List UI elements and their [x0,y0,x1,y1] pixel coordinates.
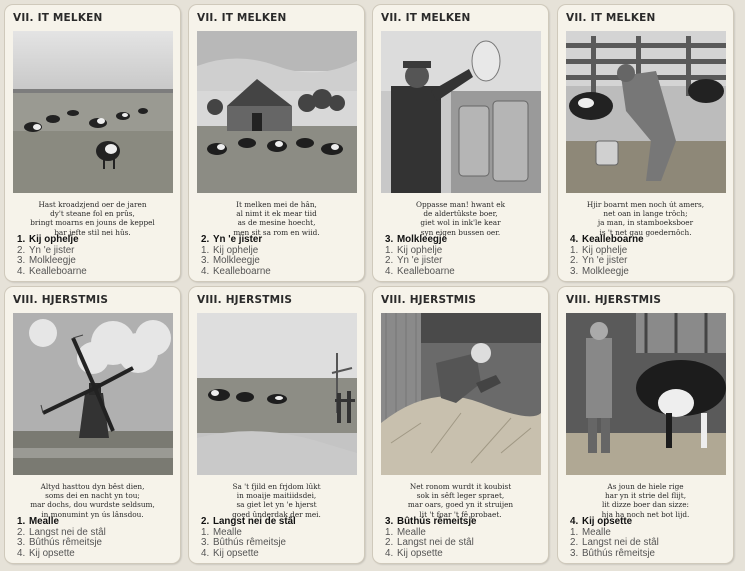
card-item-list [201,517,360,559]
list-item: 4. Kealleboarne [385,265,455,277]
card-title: VII. IT MELKEN [381,12,471,24]
photo-farmer-with-cow-in-barn [566,313,726,475]
list-item: 3. Bûthús rêmeitsje [17,537,102,549]
list-item: 2. Langst nei de stâl [17,526,106,538]
card-title: VII. IT MELKEN [566,12,656,24]
list-item: 3. Bûthús rêmeitsje [385,516,477,528]
photo-cows-in-pasture [13,31,173,193]
card-it-melken-1[interactable] [5,5,180,281]
list-item: 1. Mealle [570,526,611,538]
card-verse: Altyd hasttou dyn bêst dien, soms dei en nacht yn tou; mar dochs, dou wurdste seldsum, in monumint yn ús lânsdou. [30,482,155,519]
list-item: 4. Kij opsette [201,547,259,559]
photo-farmhouse-with-cows [197,31,357,193]
list-item: 1. Kij ophelje [385,244,443,256]
list-item: 1. Kij ophelje [570,244,628,256]
card-title: VIII. HJERSTMIS [13,294,109,306]
card-hjerstmis-4[interactable] [558,287,733,563]
list-item: 3. Bûthús rêmeitsje [570,547,655,559]
card-it-melken-2[interactable] [189,5,364,281]
list-item: 2. Yn 'e jister [570,255,628,267]
card-item-list [570,235,729,277]
card-verse: Hjir boarnt men noch út amers, net oan in lange trôch; ja man, in stamboeksboer is 't net gau goedernôch. [586,200,705,237]
card-verse: Net ronom wurdt it koubist sok in sêft leger spraet, mar oars, goed yn it struijen lit 't foar 't fê probaet. [407,482,514,519]
list-item: 4. Kij opsette [385,547,443,559]
list-item: 2. Langst nei de stâl [201,516,296,528]
list-item: 3. Molkleegje [385,234,448,246]
card-verse: Hast kroadzjend oer de jaren dy't steane fol en prûs, bringt moarns en jouns de keppel bar jefte stil nei hûs. [30,200,155,237]
card-verse: As joun de hiele rige har yn it strie del flijt, lit dizze boer dan sizze: hja ha noch net bot lijd. [601,482,690,519]
card-item-list [17,235,176,277]
card-item-list [385,517,544,559]
photo-farmer-spreading-straw [381,313,541,475]
card-title: VIII. HJERSTMIS [381,294,477,306]
photo-windmill [13,313,173,475]
list-item: 2. Langst nei de stâl [570,537,659,549]
list-item: 4. Kij opsette [17,547,75,559]
card-hjerstmis-2[interactable] [189,287,364,563]
list-item: 4. Kealleboarne [201,265,271,277]
photo-farmer-pouring-milk [381,31,541,193]
list-item: 1. Mealle [385,526,426,538]
list-item: 1. Kij ophelje [17,234,79,246]
card-item-list [570,517,729,559]
list-item: 4. Kealleboarne [17,265,87,277]
photo-cows-near-water [197,313,357,475]
card-title: VIII. HJERSTMIS [566,294,662,306]
card-verse: It melken mei de hân, al nimt it ek mear tiid as de mesine hoecht, men sit sa rom en wiid. [233,200,320,237]
list-item: 1. Mealle [201,526,242,538]
list-item: 2. Yn 'e jister [385,255,443,267]
card-verse: Oppasse man! hwant ek de aldertûkste boer, giet wol in ink'le kear syn eigen bussen oer. [415,200,505,237]
card-title: VII. IT MELKEN [197,12,287,24]
photo-farmer-calves-at-fence [566,31,726,193]
card-hjerstmis-1[interactable] [5,287,180,563]
card-item-list [385,235,544,277]
list-item: 1. Kij ophelje [201,244,259,256]
card-item-list [17,517,176,559]
list-item: 3. Bûthús rêmeitsje [201,537,286,549]
card-hjerstmis-3[interactable] [373,287,548,563]
list-item: 2. Yn 'e jister [201,234,263,246]
card-item-list [201,235,360,277]
card-title: VII. IT MELKEN [13,12,103,24]
card-it-melken-3[interactable] [373,5,548,281]
card-verse: Sa 't fjild en frjdom lûkt in moaije maitiidsdei, sa giet let yn 'e hjerst goed ûnderdak der mei. [232,482,321,519]
list-item: 3. Molkleegje [570,265,629,277]
list-item: 1. Mealle [17,516,59,528]
list-item: 4. Kij opsette [570,516,633,528]
list-item: 2. Langst nei de stâl [385,537,474,549]
card-title: VIII. HJERSTMIS [197,294,293,306]
list-item: 3. Molkleegje [17,255,76,267]
list-item: 2. Yn 'e jister [17,244,75,256]
list-item: 4. Kealleboarne [570,234,644,246]
list-item: 3. Molkleegje [201,255,260,267]
card-it-melken-4[interactable] [558,5,733,281]
